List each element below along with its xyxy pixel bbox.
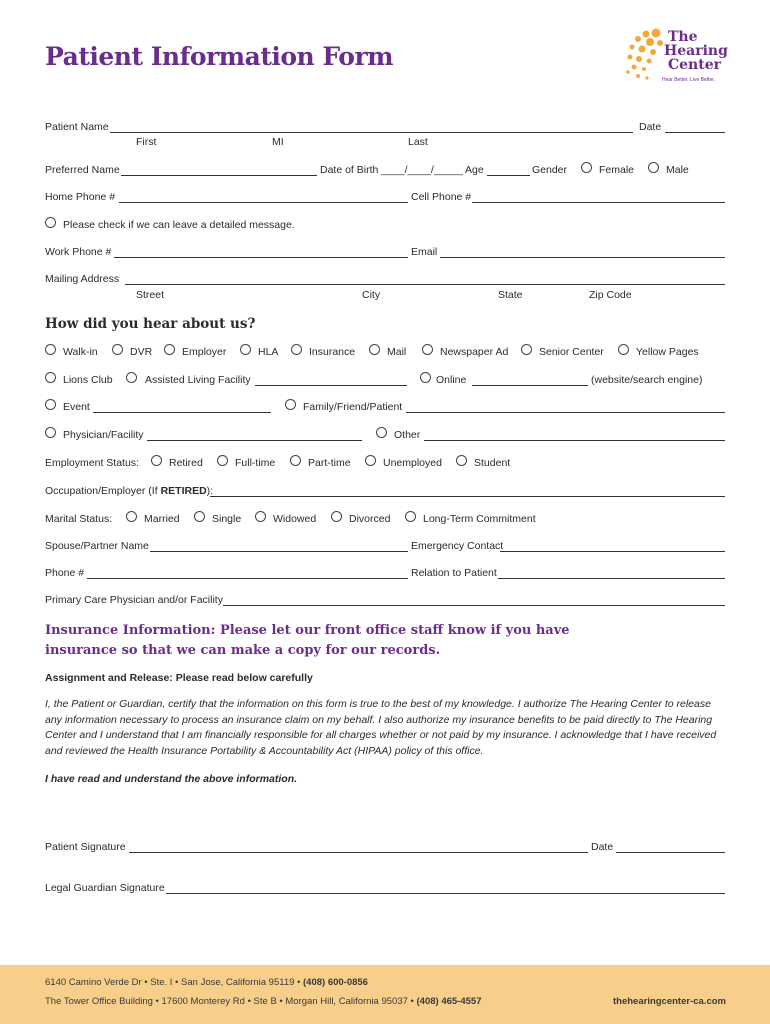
- emergency-contact-label: Emergency Contact: [411, 540, 504, 552]
- employment-fulltime-radio[interactable]: [217, 455, 228, 466]
- occupation-retired-emphasis: RETIRED: [160, 485, 207, 497]
- hear-newspaper-label: Newspaper Ad: [440, 346, 509, 358]
- logo-dots-icon: [622, 28, 668, 84]
- occupation-label-end: ):: [206, 485, 214, 497]
- assisted-living-field[interactable]: [255, 385, 407, 386]
- mailing-address-label: Mailing Address: [45, 273, 120, 285]
- mailing-address-field[interactable]: [125, 284, 725, 285]
- physician-field[interactable]: [147, 440, 362, 441]
- hear-assisted-living-radio[interactable]: [126, 372, 137, 383]
- occupation-field[interactable]: [210, 496, 725, 497]
- hear-event-radio[interactable]: [45, 399, 56, 410]
- message-permission-label: Please check if we can leave a detailed message.: [63, 219, 295, 231]
- email-label: Email: [411, 246, 438, 258]
- home-phone-label: Home Phone #: [45, 191, 116, 203]
- hear-newspaper-radio[interactable]: [422, 344, 433, 355]
- patient-name-field[interactable]: [110, 132, 633, 133]
- hear-online-radio[interactable]: [420, 372, 431, 383]
- footer-bar: [0, 965, 770, 1024]
- street-caption: Street: [136, 289, 165, 301]
- hear-employer-radio[interactable]: [164, 344, 175, 355]
- marital-divorced-label: Divorced: [349, 513, 391, 525]
- employment-parttime-label: Part-time: [308, 457, 351, 469]
- marital-married-label: Married: [144, 513, 180, 525]
- hear-physician-radio[interactable]: [45, 427, 56, 438]
- city-caption: City: [362, 289, 381, 301]
- marital-status-label: Marital Status:: [45, 513, 113, 525]
- cell-phone-field[interactable]: [472, 202, 725, 203]
- first-name-caption: First: [136, 136, 157, 148]
- occupation-label-text: Occupation/Employer (If: [45, 485, 158, 497]
- hear-hla-label: HLA: [258, 346, 279, 358]
- relation-label: Relation to Patient: [411, 567, 497, 579]
- hear-lions-radio[interactable]: [45, 372, 56, 383]
- logo-text-hearing: Hearing: [664, 43, 728, 59]
- hear-other-label: Other: [394, 429, 421, 441]
- age-field[interactable]: [487, 175, 530, 176]
- work-phone-field[interactable]: [114, 257, 408, 258]
- marital-married-radio[interactable]: [126, 511, 137, 522]
- online-field[interactable]: [472, 385, 588, 386]
- hear-insurance-label: Insurance: [309, 346, 356, 358]
- marital-ltc-radio[interactable]: [405, 511, 416, 522]
- hear-insurance-radio[interactable]: [291, 344, 302, 355]
- logo-tagline: Hear Better. Live Better.: [662, 77, 716, 83]
- mi-caption: MI: [272, 136, 284, 148]
- home-phone-field[interactable]: [119, 202, 408, 203]
- hear-family-radio[interactable]: [285, 399, 296, 410]
- hear-walkin-radio[interactable]: [45, 344, 56, 355]
- company-logo: [622, 28, 732, 88]
- last-name-caption: Last: [408, 136, 428, 148]
- marital-single-radio[interactable]: [194, 511, 205, 522]
- dob-field[interactable]: Date of Birth ____/____/_____: [320, 164, 464, 176]
- patient-signature-field[interactable]: [129, 852, 588, 853]
- employment-unemployed-radio[interactable]: [365, 455, 376, 466]
- marital-widowed-label: Widowed: [273, 513, 317, 525]
- signature-date-field[interactable]: [616, 852, 725, 853]
- gender-female-radio[interactable]: [581, 162, 592, 173]
- hear-dvr-label: DVR: [130, 346, 153, 358]
- state-caption: State: [498, 289, 523, 301]
- patient-name-label: Patient Name: [45, 121, 109, 133]
- employment-parttime-radio[interactable]: [290, 455, 301, 466]
- marital-divorced-radio[interactable]: [331, 511, 342, 522]
- phone-field[interactable]: [87, 578, 408, 579]
- hear-event-label: Event: [63, 401, 90, 413]
- hear-lions-label: Lions Club: [63, 374, 113, 386]
- phone-label: Phone #: [45, 567, 85, 579]
- preferred-name-label: Preferred Name: [45, 164, 120, 176]
- footer-address-2-text: The Tower Office Building • 17600 Monterey Rd • Ste B • Morgan Hill, California 95037 •: [45, 996, 414, 1007]
- employment-unemployed-label: Unemployed: [383, 457, 442, 469]
- patient-signature-label: Patient Signature: [45, 841, 126, 853]
- hear-other-radio[interactable]: [376, 427, 387, 438]
- footer-address-1-text: 6140 Camino Verde Dr • Ste. I • San Jose, California 95119 •: [45, 977, 301, 988]
- guardian-signature-field[interactable]: [166, 893, 725, 894]
- hear-walkin-label: Walk-in: [63, 346, 98, 358]
- insurance-heading-line1: Insurance Information: Please let our front office staff know if you have: [45, 623, 570, 638]
- signature-date-label: Date: [591, 841, 614, 853]
- hear-assisted-living-label: Assisted Living Facility: [145, 374, 251, 386]
- hear-hla-radio[interactable]: [240, 344, 251, 355]
- cell-phone-label: Cell Phone #: [411, 191, 472, 203]
- insurance-heading-line2: insurance so that we can make a copy for our records.: [45, 643, 441, 658]
- logo-text-center: Center: [668, 57, 721, 73]
- message-permission-checkbox[interactable]: [45, 217, 56, 228]
- hear-dvr-radio[interactable]: [112, 344, 123, 355]
- hear-mail-label: Mail: [387, 346, 407, 358]
- employment-retired-radio[interactable]: [151, 455, 162, 466]
- gender-male-label: Male: [666, 164, 689, 176]
- marital-ltc-label: Long-Term Commitment: [423, 513, 536, 525]
- assignment-paragraph: I, the Patient or Guardian, certify that the information on this form is true to the best of my knowledge. I authorize The Hearing Center to release any information necessary to process an insurance claim on my behalf. I also authorize my insurance benefits to be paid directly to The Hearing Center and I understand that I am financially responsible for all charges whether or not paid by my insurance. I acknowledge that I have received and reviewed the Health Insurance Portability & Accountability Act (HIPAA) policy of this office.: [45, 698, 717, 757]
- footer-phone-1: (408) 600-0856: [303, 977, 368, 988]
- hear-senior-center-radio[interactable]: [521, 344, 532, 355]
- acknowledgement-text: I have read and understand the above information.: [45, 773, 298, 785]
- hear-about-heading: How did you hear about us?: [45, 316, 256, 332]
- marital-single-label: Single: [212, 513, 242, 525]
- hear-yellow-pages-radio[interactable]: [618, 344, 629, 355]
- pcp-label: Primary Care Physician and/or Facility: [45, 594, 223, 606]
- age-label: Age: [465, 164, 484, 176]
- logo-text-the: The: [668, 29, 698, 45]
- footer-website-link[interactable]: thehearingcenter-ca.com: [613, 996, 726, 1007]
- pcp-field[interactable]: [223, 605, 725, 606]
- gender-male-radio[interactable]: [648, 162, 659, 173]
- employment-student-radio[interactable]: [456, 455, 467, 466]
- date-field[interactable]: [665, 132, 725, 133]
- emergency-contact-field[interactable]: [500, 551, 725, 552]
- hear-online-label: Online: [436, 374, 467, 386]
- work-phone-label: Work Phone #: [45, 246, 112, 258]
- other-field[interactable]: [424, 440, 725, 441]
- family-field[interactable]: [406, 412, 725, 413]
- employment-student-label: Student: [474, 457, 511, 469]
- guardian-signature-label: Legal Guardian Signature: [45, 882, 165, 894]
- employment-status-label: Employment Status:: [45, 457, 139, 469]
- footer-phone-2: (408) 465-4557: [416, 996, 482, 1007]
- online-note: (website/search engine): [591, 374, 703, 386]
- gender-female-label: Female: [599, 164, 635, 176]
- insurance-heading: [45, 621, 735, 661]
- occupation-label: [45, 485, 213, 497]
- hear-physician-label: Physician/Facility: [63, 429, 144, 441]
- employment-fulltime-label: Full-time: [235, 457, 276, 469]
- hear-mail-radio[interactable]: [369, 344, 380, 355]
- relation-field[interactable]: [498, 578, 725, 579]
- assignment-heading: Assignment and Release: Please read below carefully: [45, 672, 313, 684]
- marital-widowed-radio[interactable]: [255, 511, 266, 522]
- date-label: Date: [639, 121, 662, 133]
- footer-address-1: [45, 977, 368, 988]
- zip-caption: Zip Code: [589, 289, 632, 301]
- hear-yellow-pages-label: Yellow Pages: [636, 346, 699, 358]
- gender-label: Gender: [532, 164, 568, 176]
- hear-senior-center-label: Senior Center: [539, 346, 604, 358]
- spouse-field[interactable]: [150, 551, 408, 552]
- page-title: Patient Information Form: [45, 42, 394, 71]
- email-field[interactable]: [440, 257, 725, 258]
- hear-employer-label: Employer: [182, 346, 227, 358]
- employment-retired-label: Retired: [169, 457, 203, 469]
- hear-family-label: Family/Friend/Patient: [303, 401, 403, 413]
- event-field[interactable]: [93, 412, 271, 413]
- preferred-name-field[interactable]: [121, 175, 317, 176]
- spouse-label: Spouse/Partner Name: [45, 540, 149, 552]
- footer-address-2: [45, 996, 481, 1007]
